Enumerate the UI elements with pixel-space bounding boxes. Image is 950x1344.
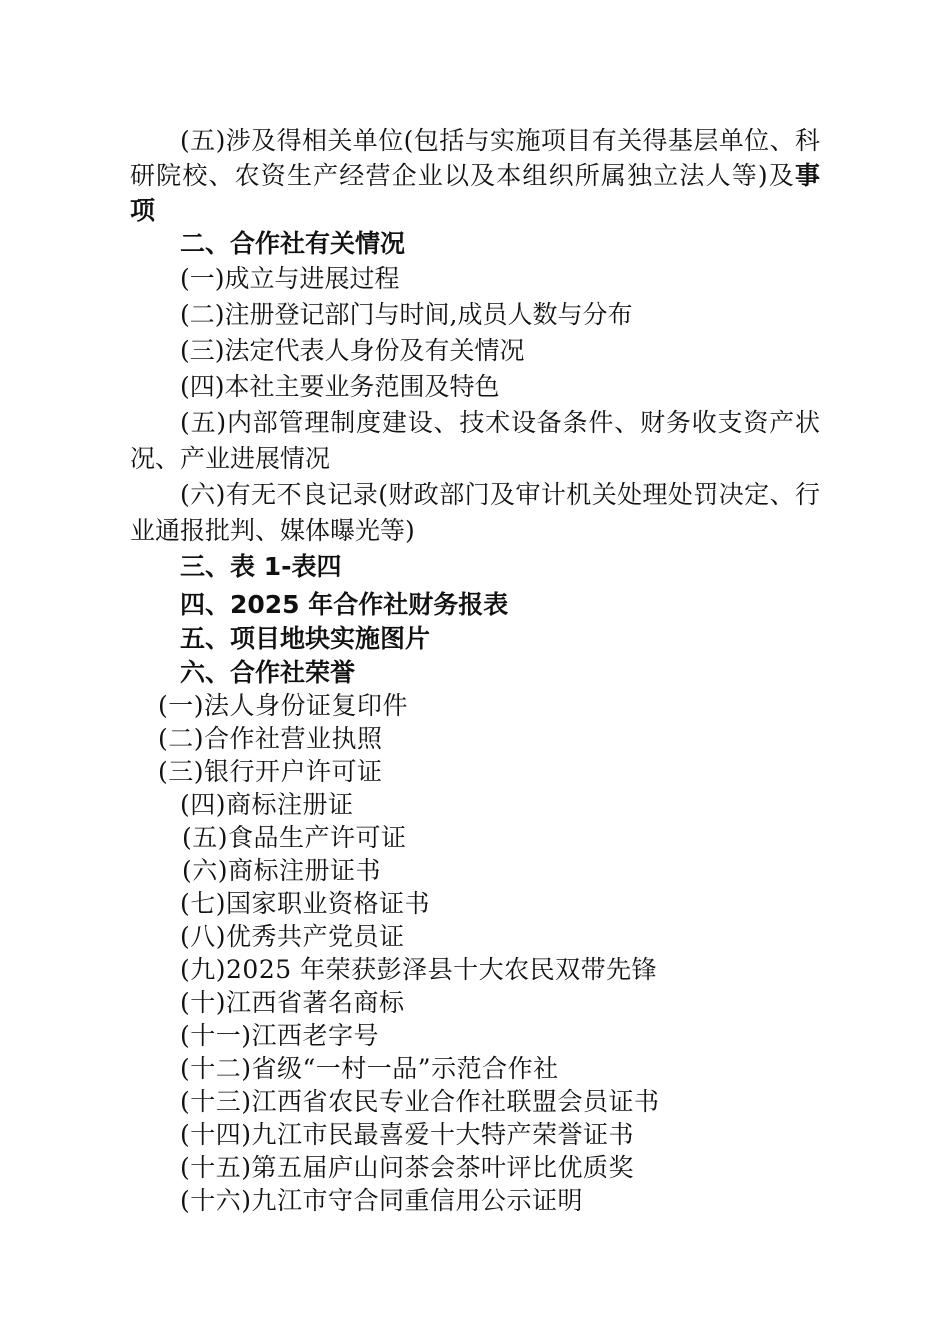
intro-line-2 <box>130 159 820 192</box>
section-2-item-6-line-1: (六)有无不良记录(财政部门及审计机关处理处罚决定、行 <box>180 480 820 509</box>
honor-item-12: (十二)省级“一村一品”示范合作社 <box>180 1054 559 1083</box>
section-2-item-6-line-2: 业通报批判、媒体曝光等) <box>130 516 415 545</box>
intro-line-3: 项 <box>130 196 156 225</box>
section-2-item-5-line-1: (五)内部管理制度建设、技术设备条件、财务收支资产状 <box>180 408 820 437</box>
section-5-title: 五、项目地块实施图片 <box>180 624 431 653</box>
section-2-item-2: (二)注册登记部门与时间,成员人数与分布 <box>180 300 633 329</box>
section-2-item-1: (一)成立与进展过程 <box>180 264 400 293</box>
intro-line-2-text: 研院校、农资生产经营企业以及本组织所属独立法人等)及 <box>130 161 795 190</box>
honor-item-13: (十三)江西省农民专业合作社联盟会员证书 <box>180 1087 660 1116</box>
honor-item-14: (十四)九江市民最喜爱十大特产荣誉证书 <box>180 1120 635 1149</box>
honor-item-4: (四)商标注册证 <box>180 790 354 819</box>
intro-line-2-bold: 事 <box>794 161 820 190</box>
honor-item-5: (五)食品生产许可证 <box>182 823 407 852</box>
section-2-item-3: (三)法定代表人身份及有关情况 <box>180 336 525 365</box>
honor-item-6: (六)商标注册证书 <box>182 856 382 885</box>
honor-item-2: (二)合作社营业执照 <box>158 724 383 753</box>
honor-item-1: (一)法人身份证复印件 <box>158 691 409 720</box>
honor-item-15: (十五)第五届庐山问茶会茶叶评比优质奖 <box>180 1153 635 1182</box>
honor-item-3: (三)银行开户许可证 <box>158 757 383 786</box>
intro-line-1: (五)涉及得相关单位(包括与实施项目有关得基层单位、科 <box>180 126 820 155</box>
honor-item-16: (十六)九江市守合同重信用公示证明 <box>180 1186 584 1215</box>
section-4-title: 四、2025 年合作社财务报表 <box>180 590 509 619</box>
honor-item-10: (十)江西省著名商标 <box>180 988 405 1017</box>
section-2-title: 二、合作社有关情况 <box>180 229 406 258</box>
section-3-title: 三、表 1-表四 <box>180 552 342 581</box>
honor-item-9: (九)2025 年荣获彭泽县十大农民双带先锋 <box>180 955 658 984</box>
honor-item-7: (七)国家职业资格证书 <box>180 889 431 918</box>
section-2-item-5-line-2: 况、产业进展情况 <box>130 444 331 473</box>
section-6-title: 六、合作社荣誉 <box>180 658 356 687</box>
honor-item-11: (十一)江西老字号 <box>180 1021 380 1050</box>
section-2-item-4: (四)本社主要业务范围及特色 <box>180 372 500 401</box>
honor-item-8: (八)优秀共产党员证 <box>180 922 405 951</box>
